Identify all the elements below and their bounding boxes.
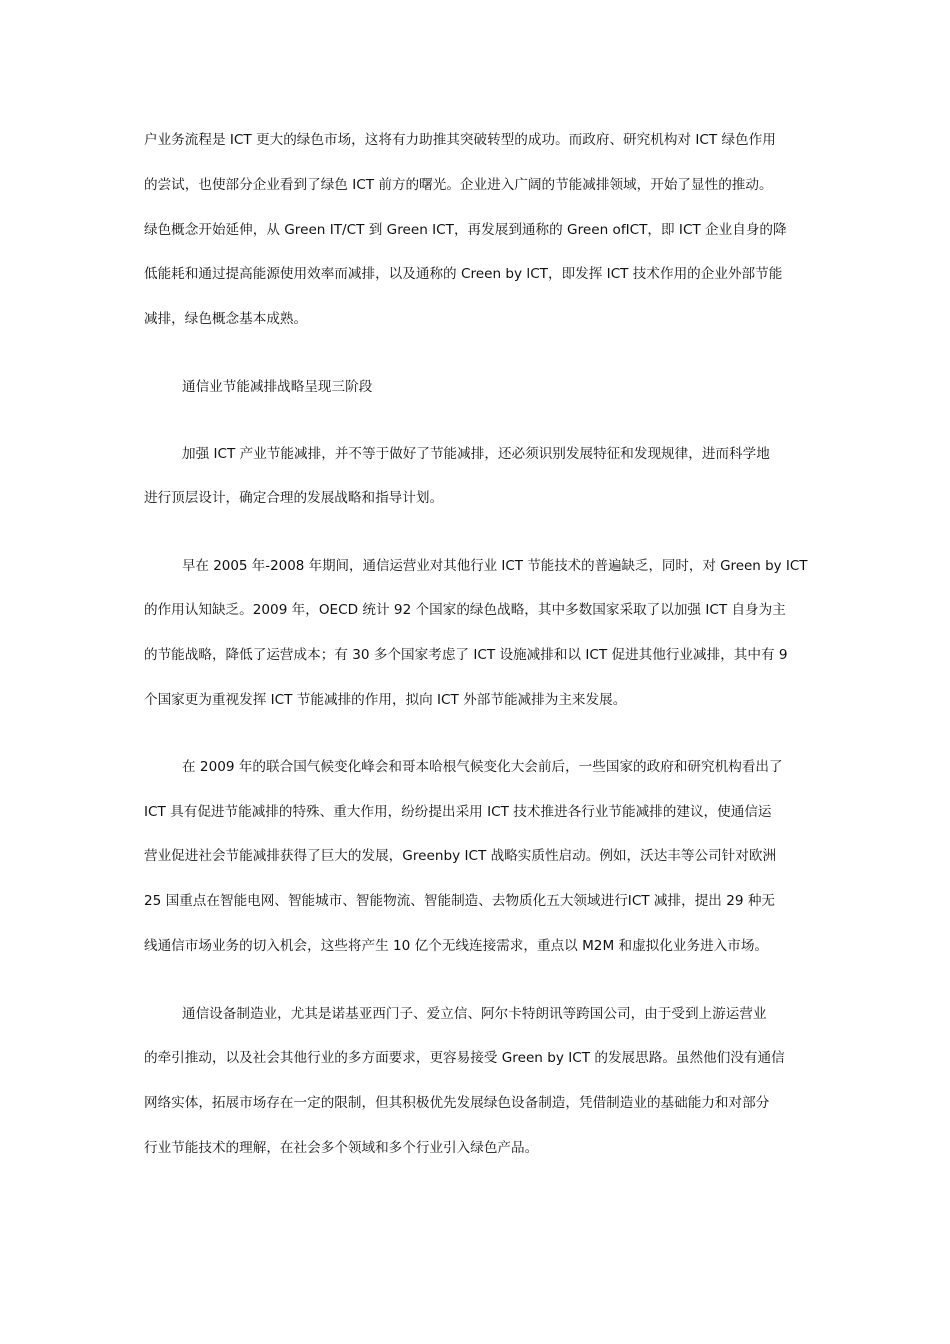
p2-line-2: 的作用认知缺乏。2009 年，OECD 统计 92 个国家的绿色战略，其中多数国家采取了以加强 ICT 自身为主 — [144, 602, 786, 618]
p4-line-3: 网络实体，拓展市场存在一定的限制，但其积极优先发展绿色设备制造，凭借制造业的基础能力和对部分 — [144, 1095, 770, 1111]
p3-line-4: 25 国重点在智能电网、智能城市、智能物流、智能制造、去物质化五大领域进行ICT 减排，提出 29 种无 — [144, 893, 776, 909]
intro-line-2: 的尝试，也使部分企业看到了绿色 ICT 前方的曙光。企业进入广阔的节能减排领域，开始了显性的推动。 — [144, 177, 773, 193]
section-heading: 通信业节能减排战略呈现三阶段 — [182, 379, 373, 395]
p4-line-4: 行业节能技术的理解，在社会多个领域和多个行业引入绿色产品。 — [144, 1140, 539, 1156]
p4-line-1: 通信设备制造业，尤其是诺基亚西门子、爱立信、阿尔卡特朗讯等跨国公司，由于受到上游运营业 — [182, 1006, 767, 1022]
p2-line-1: 早在 2005 年-2008 年期间，通信运营业对其他行业 ICT 节能技术的普遍缺乏，同时，对 Green by ICT — [182, 558, 808, 574]
p3-line-1: 在 2009 年的联合国气候变化峰会和哥本哈根气候变化大会前后，一些国家的政府和研究机构看出了 — [182, 759, 783, 775]
p2-line-3: 的节能战略，降低了运营成本；有 30 多个国家考虑了 ICT 设施减排和以 ICT 促进其他行业减排，其中有 9 — [144, 647, 788, 663]
p4-line-2: 的牵引推动，以及社会其他行业的多方面要求，更容易接受 Green by ICT 的发展思路。虽然他们没有通信 — [144, 1050, 785, 1066]
p3-line-3: 营业促进社会节能减排获得了巨大的发展，Greenby ICT 战略实质性启动。例如，沃达丰等公司针对欧洲 — [144, 848, 777, 864]
p3-line-5: 线通信市场业务的切入机会，这些将产生 10 亿个无线连接需求，重点以 M2M 和虚拟化业务进入市场。 — [144, 938, 769, 954]
intro-line-4: 低能耗和通过提高能源使用效率而减排，以及通称的 Creen by lCT，即发挥 ICT 技术作用的企业外部节能 — [144, 266, 783, 282]
intro-line-1: 户业务流程是 ICT 更大的绿色市场，这将有力助推其突破转型的成功。而政府、研究机构对 ICT 绿色作用 — [144, 132, 776, 148]
intro-line-5: 减排，绿色概念基本成熟。 — [144, 311, 308, 327]
intro-line-3: 绿色概念开始延伸，从 Green IT/CT 到 Green ICT，再发展到通称的 Green ofICT，即 ICT 企业自身的降 — [144, 222, 787, 238]
p1-line-1: 加强 ICT 产业节能减排，并不等于做好了节能减排，还必须识别发展特征和发现规律，进而科学地 — [182, 446, 770, 462]
p1-line-2: 进行顶层设计，确定合理的发展战略和指导计划。 — [144, 490, 444, 506]
p3-line-2: ICT 具有促进节能减排的特殊、重大作用，纷纷提出采用 ICT 技术推进各行业节能减排的建议，使通信运 — [144, 804, 772, 820]
p2-line-4: 个国家更为重视发挥 ICT 节能减排的作用，拟向 ICT 外部节能减排为主来发展。 — [144, 692, 627, 708]
